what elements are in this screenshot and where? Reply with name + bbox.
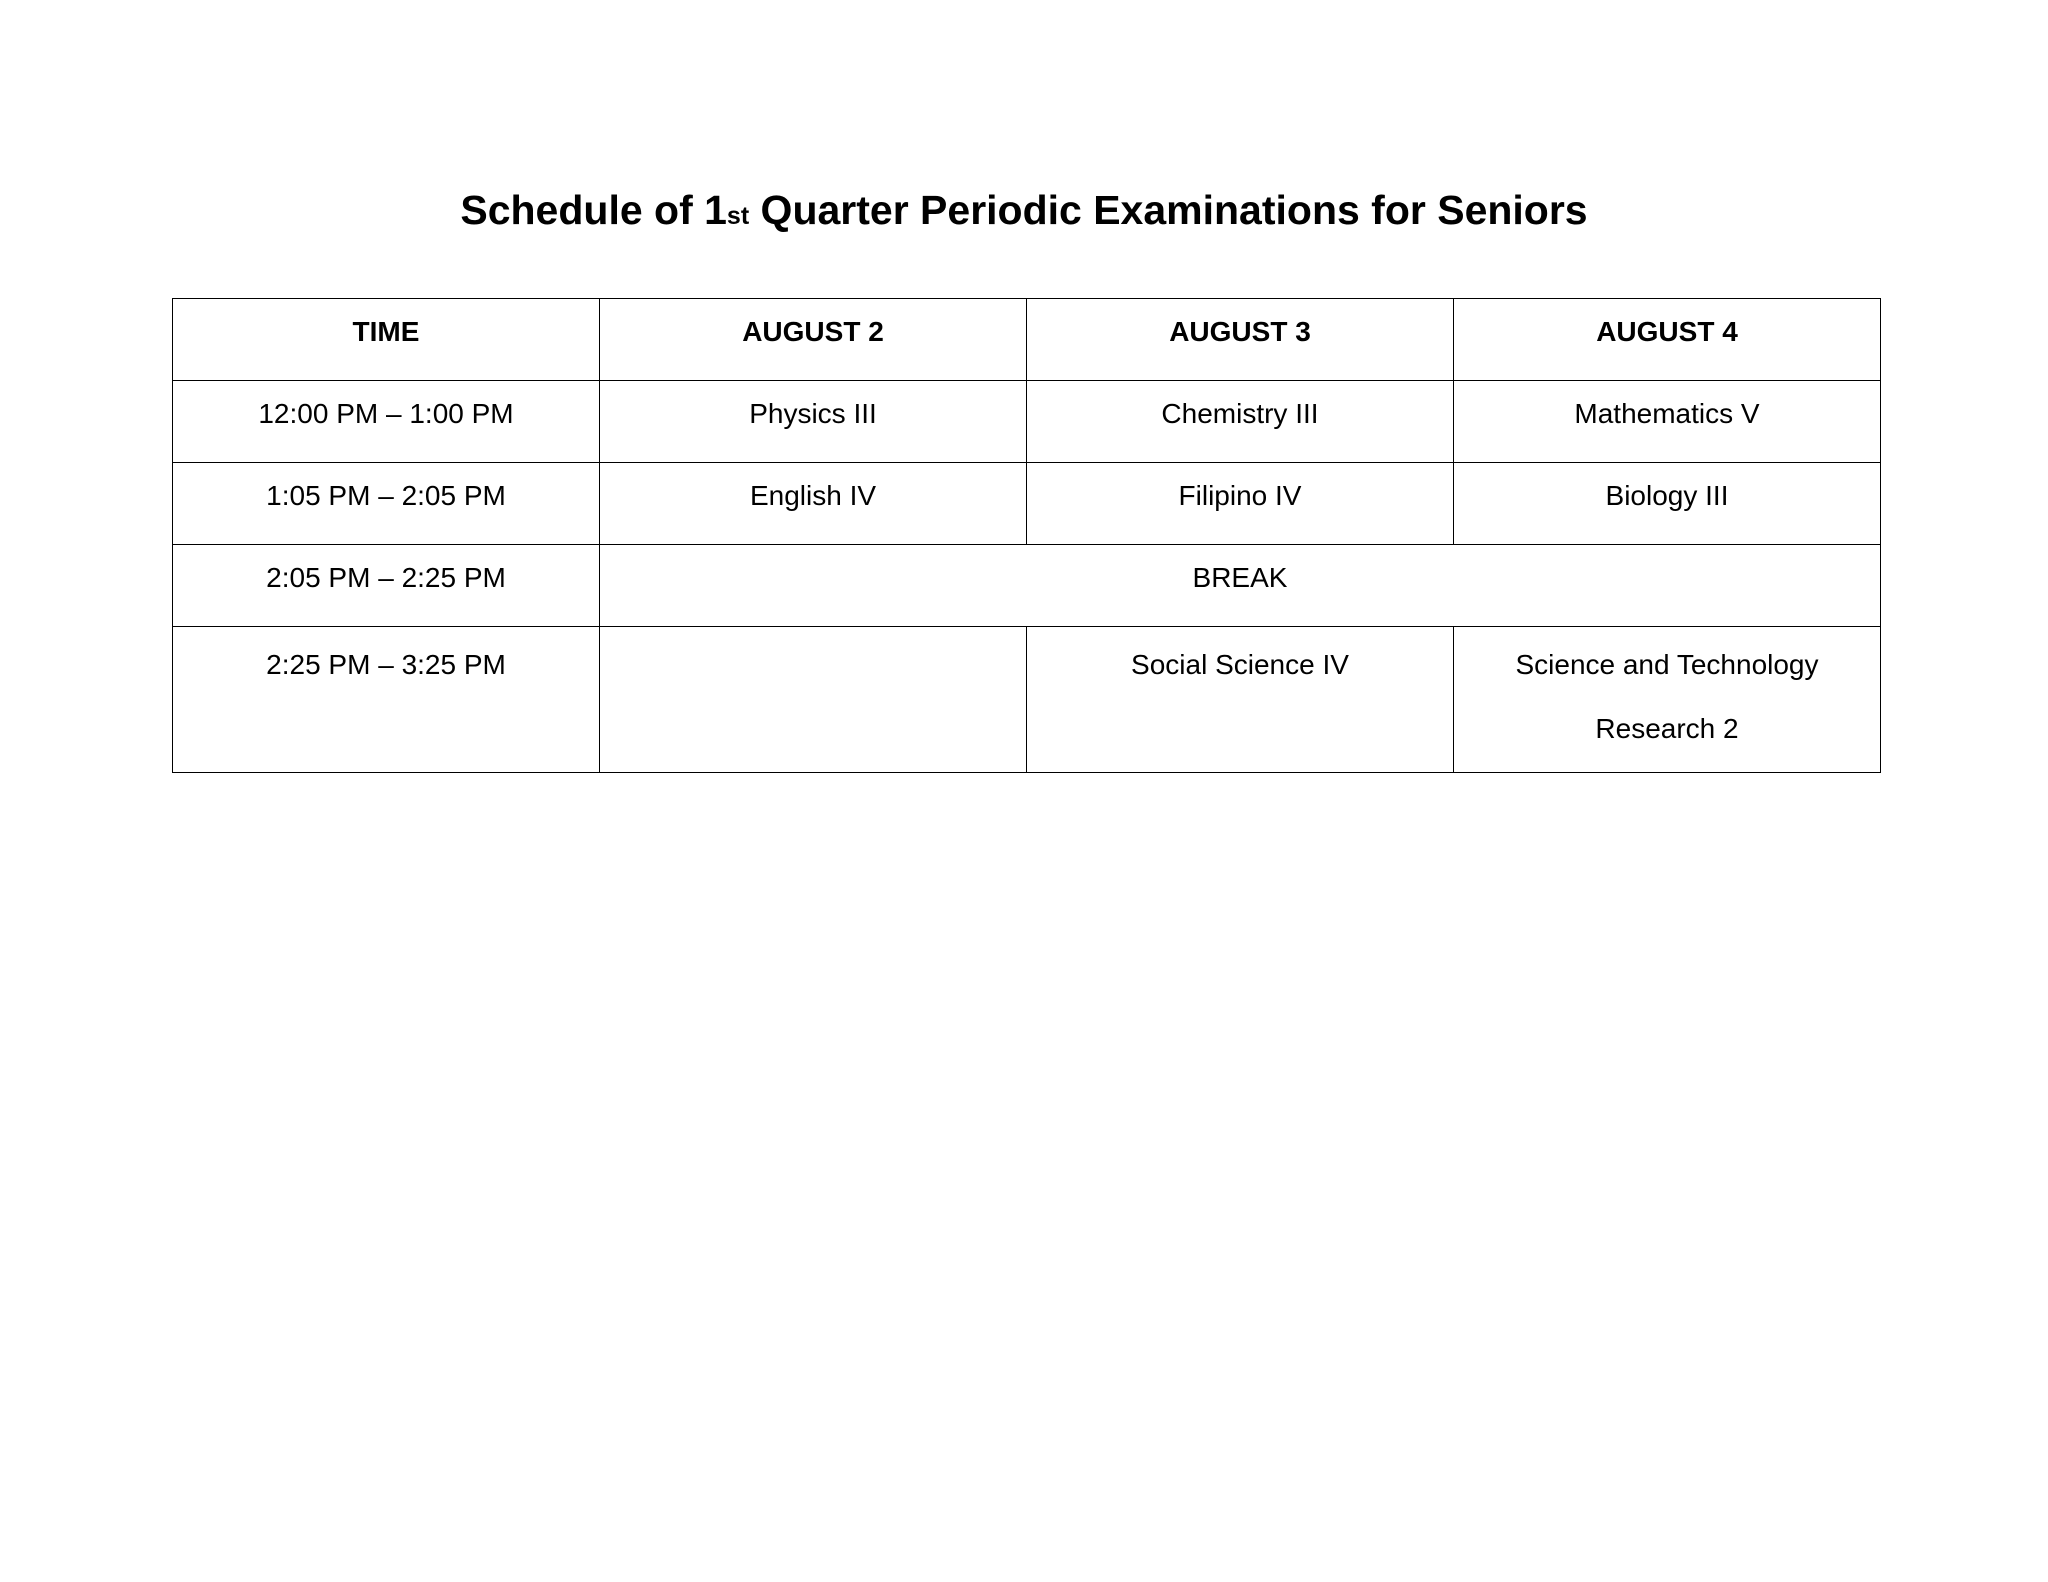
exam-schedule-table: [172, 298, 1881, 773]
time-cell: 1:05 PM – 2:05 PM: [173, 463, 600, 545]
header-august-4: AUGUST 4: [1454, 299, 1881, 381]
header-august-2: AUGUST 2: [600, 299, 1027, 381]
page-title: [0, 180, 2048, 246]
exam-cell: Chemistry III: [1027, 381, 1454, 463]
exam-cell-line-2: Research 2: [1595, 713, 1739, 744]
table-row: [173, 627, 1881, 773]
exam-cell: Biology III: [1454, 463, 1881, 545]
table-row: [173, 381, 1881, 463]
exam-cell-empty: [600, 627, 1027, 773]
header-time: TIME: [173, 299, 600, 381]
exam-cell-line-1: Science and Technology: [1515, 649, 1819, 680]
exam-cell: Physics III: [600, 381, 1027, 463]
title-prefix: Schedule of 1: [460, 187, 727, 233]
exam-cell: Filipino IV: [1027, 463, 1454, 545]
header-row: [173, 299, 1881, 381]
title-rest: Quarter Periodic Examinations for Seniors: [749, 187, 1588, 233]
time-cell: 2:25 PM – 3:25 PM: [173, 627, 600, 773]
exam-cell: Social Science IV: [1027, 627, 1454, 773]
break-cell: BREAK: [600, 545, 1881, 627]
table-row: [173, 545, 1881, 627]
table-row: [173, 463, 1881, 545]
exam-cell: English IV: [600, 463, 1027, 545]
exam-cell: [1454, 627, 1881, 773]
time-cell: 12:00 PM – 1:00 PM: [173, 381, 600, 463]
header-august-3: AUGUST 3: [1027, 299, 1454, 381]
exam-cell: Mathematics V: [1454, 381, 1881, 463]
title-ordinal-suffix: st: [726, 202, 750, 230]
time-cell: 2:05 PM – 2:25 PM: [173, 545, 600, 627]
